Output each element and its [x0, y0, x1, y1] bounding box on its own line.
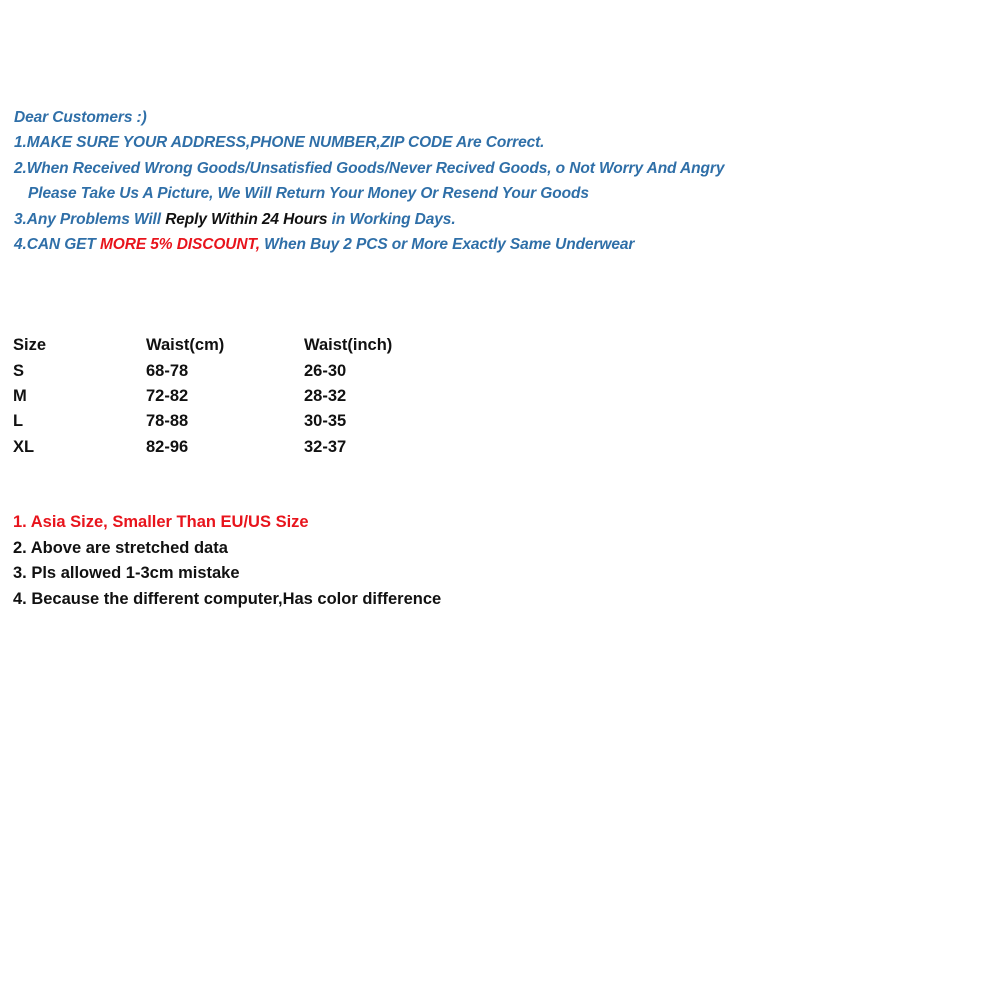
- notice-line-3: [14, 207, 974, 232]
- waist-cm-cell: 82-96: [146, 437, 189, 456]
- waist-inch-cell: 26-30: [304, 361, 347, 380]
- header-waist-inch: Waist(inch): [304, 336, 393, 355]
- header-size: Size: [13, 336, 47, 355]
- table-header-row: [13, 333, 424, 358]
- notice-line-2-continued: Please Take Us A Picture, We Will Return Your Money Or Resend Your Goods: [28, 185, 589, 203]
- customer-notice: [14, 105, 974, 257]
- waist-inch-cell: 30-35: [304, 412, 347, 431]
- waist-cm-cell: 68-78: [146, 361, 189, 380]
- notice-line-1: 1.MAKE SURE YOUR ADDRESS,PHONE NUMBER,ZIP CODE Are Correct.: [14, 134, 545, 152]
- waist-inch-cell: 28-32: [304, 386, 347, 405]
- note-item: 1. Asia Size, Smaller Than EU/US Size: [13, 513, 309, 531]
- note-item: 2. Above are stretched data: [13, 538, 228, 557]
- notice-line-4-highlight: MORE 5% DISCOUNT,: [99, 236, 260, 254]
- size-cell: XL: [13, 437, 35, 456]
- notice-line-3-before: 3.Any Problems Will: [14, 210, 166, 228]
- note-item: 4. Because the different computer,Has color difference: [13, 589, 442, 608]
- table-row: [13, 409, 424, 434]
- header-waist-cm: Waist(cm): [146, 336, 225, 355]
- notice-line-4-before: 4.CAN GET: [14, 236, 100, 254]
- notice-line-3-after: in Working Days.: [327, 210, 456, 228]
- note-item: 3. Pls allowed 1-3cm mistake: [13, 564, 240, 583]
- size-chart-table: [13, 333, 424, 460]
- table-row: [13, 435, 424, 460]
- notice-line-2: 2.When Received Wrong Goods/Unsatisfied Goods/Never Recived Goods, o Not Worry And Angry: [14, 159, 725, 177]
- notice-line-3-highlight: Reply Within 24 Hours: [165, 210, 328, 228]
- notice-line-4: [14, 232, 974, 257]
- notice-greeting: Dear Customers :): [14, 109, 147, 126]
- size-cell: M: [13, 386, 27, 405]
- size-cell: S: [13, 361, 25, 380]
- size-notes: [13, 510, 441, 612]
- table-row: [13, 358, 424, 383]
- table-row: [13, 384, 424, 409]
- size-cell: L: [13, 412, 24, 431]
- waist-cm-cell: 78-88: [146, 412, 189, 431]
- waist-cm-cell: 72-82: [146, 386, 189, 405]
- waist-inch-cell: 32-37: [304, 437, 347, 456]
- notice-line-4-after: When Buy 2 PCS or More Exactly Same Underwear: [259, 236, 635, 254]
